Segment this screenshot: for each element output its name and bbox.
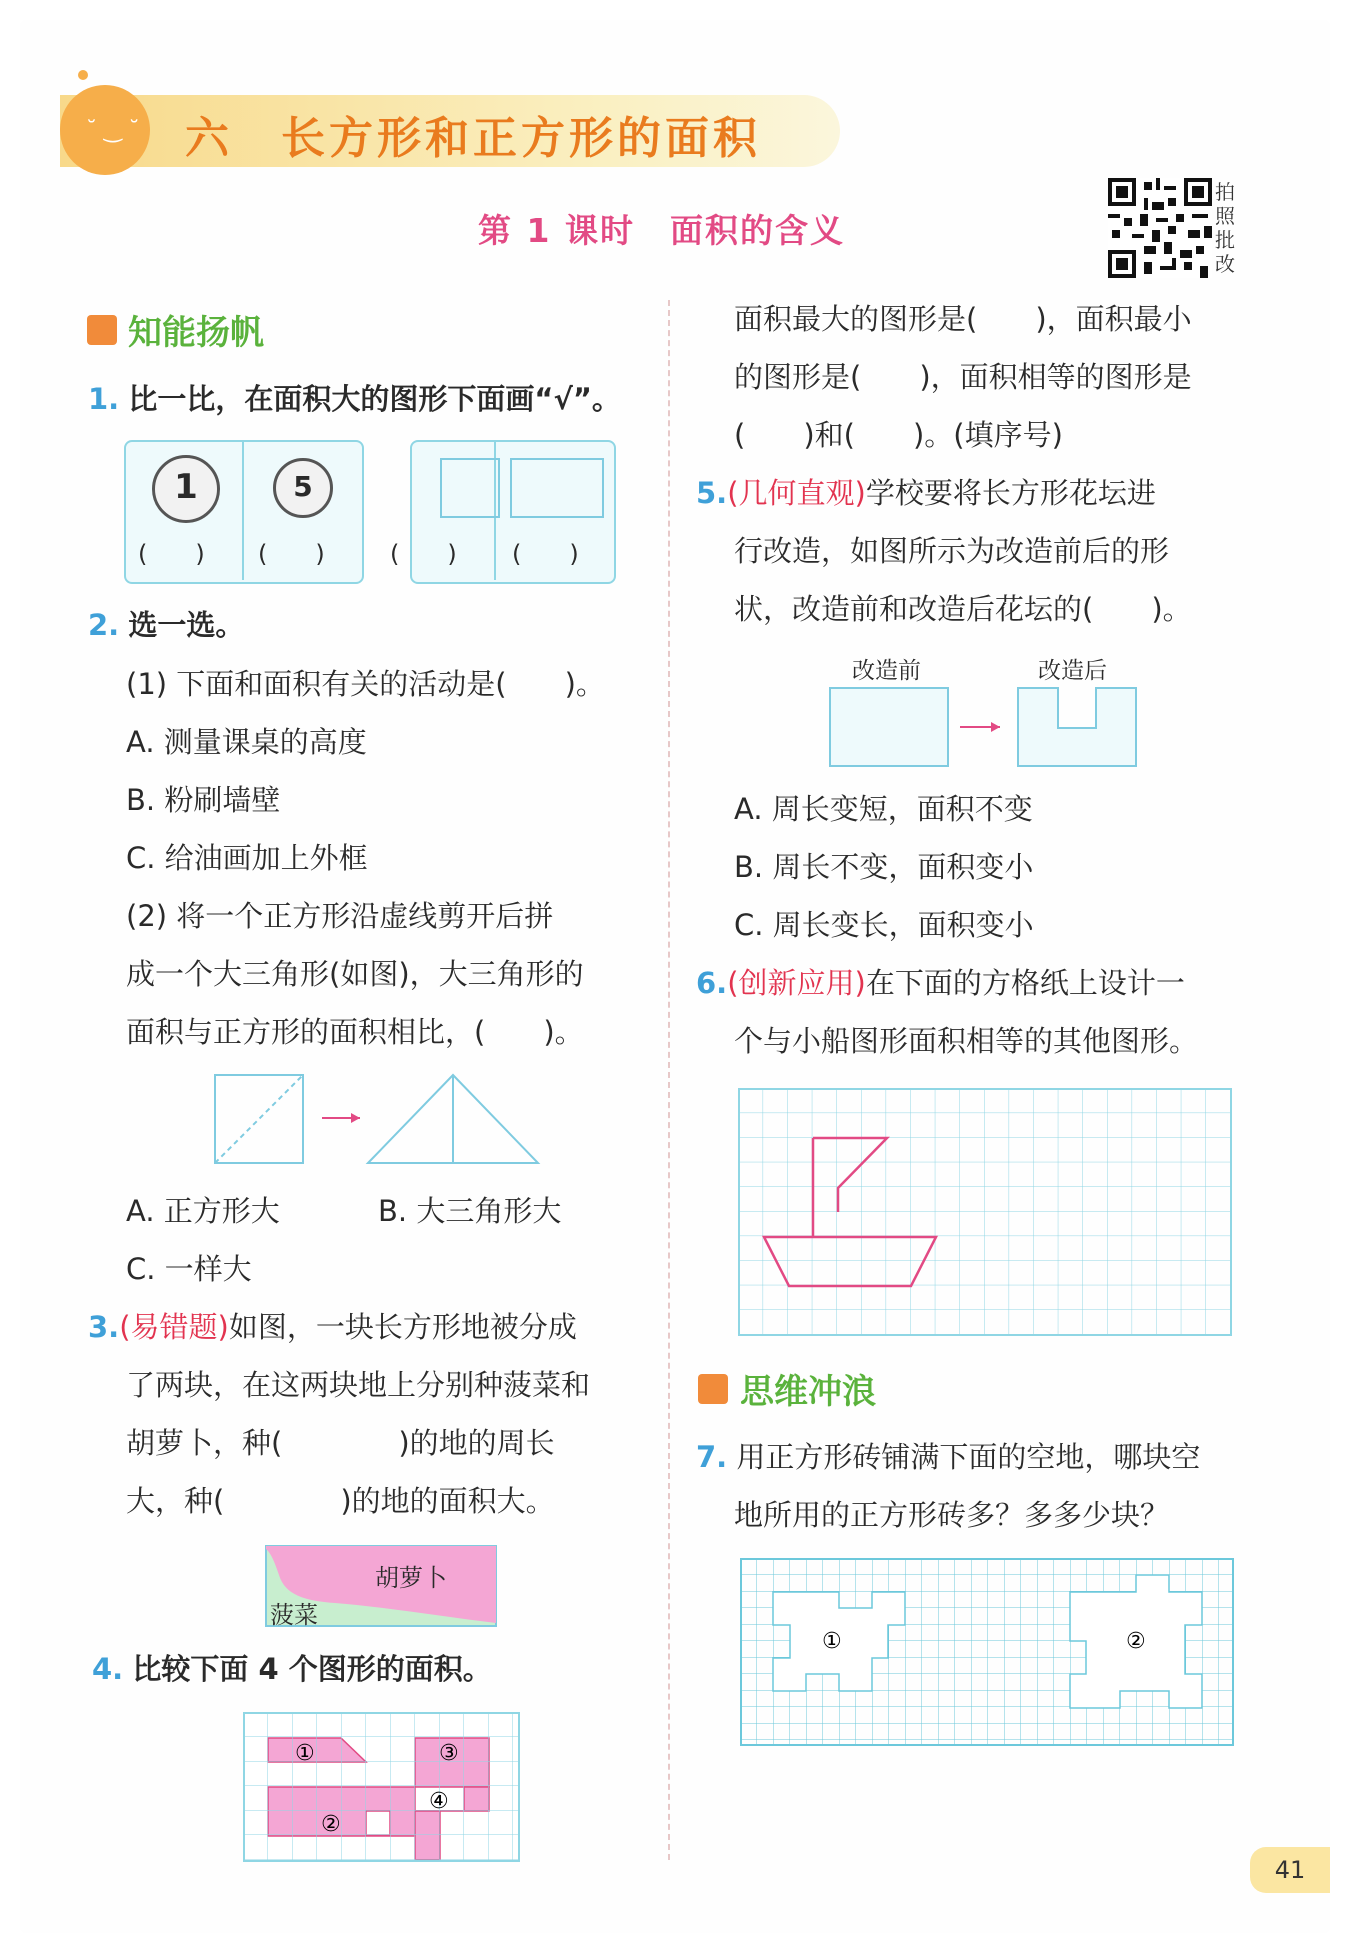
square-shape	[440, 458, 500, 518]
section-title-2: 思维冲浪	[740, 1372, 876, 1412]
page-number: 41	[1250, 1847, 1330, 1893]
q4-cont-line2: 的图形是( )，面积相等的图形是	[734, 360, 1192, 394]
region-1-label: ①	[822, 1629, 842, 1654]
q5-option-b: B. 周长不变，面积变小	[734, 850, 1034, 884]
square-to-triangle-figure	[210, 1070, 550, 1170]
q4-cont-line1: 面积最大的图形是( )，面积最小	[734, 302, 1192, 336]
sail-icon	[87, 315, 117, 345]
q1-number: 1.	[88, 382, 120, 416]
question-7	[696, 1428, 1200, 1486]
q2-part2-line1: (2) 将一个正方形沿虚线剪开后拼	[126, 899, 554, 933]
q2-part1: (1) 下面和面积有关的活动是( )。	[126, 667, 605, 701]
coin-5-icon: 5	[273, 458, 333, 518]
q2-text: 选一选。	[128, 608, 245, 642]
question-4	[92, 1640, 492, 1698]
q5-option-c: C. 周长变长，面积变小	[734, 908, 1034, 942]
q2-p2-option-c: C. 一样大	[126, 1252, 252, 1286]
q2-p2-option-b: B. 大三角形大	[378, 1194, 562, 1228]
q6-tag: (创新应用)	[727, 966, 866, 1000]
q4-number: 4.	[92, 1652, 124, 1686]
after-label: 改造后	[1038, 658, 1107, 684]
q1-blank-2[interactable]: ( )	[258, 540, 325, 568]
q5-line1: 学校要将长方形花坛进	[865, 476, 1156, 510]
q5-option-a: A. 周长变短，面积不变	[734, 792, 1033, 826]
q7-number: 7.	[696, 1440, 728, 1474]
q2-number: 2.	[88, 608, 120, 642]
sun-face-icon: ˘ ‿ ˘	[86, 118, 140, 143]
q1-text: 比一比，在面积大的图形下面画“√”。	[128, 382, 621, 416]
q4-cont-line3: ( )和( )。(填序号)	[734, 418, 1063, 452]
spinach-label: 菠菜	[270, 1601, 318, 1629]
sun-antenna	[78, 70, 88, 80]
shape-4-label: ④	[429, 1789, 449, 1814]
boat-grid-figure[interactable]	[738, 1088, 1234, 1338]
flowerbed-figure	[828, 686, 1144, 770]
column-divider	[668, 300, 670, 1860]
q4-text: 比较下面 4 个图形的面积。	[132, 1652, 492, 1686]
q4-grid-figure	[243, 1712, 521, 1864]
question-1	[88, 370, 621, 428]
rectangle-shape	[510, 458, 604, 518]
q1-blank-1[interactable]: ( )	[138, 540, 205, 568]
q6-line2: 个与小船图形面积相等的其他图形。	[734, 1024, 1199, 1058]
q5-line3: 状，改造前和改造后花坛的( )。	[734, 592, 1192, 626]
q5-line2: 行改造，如图所示为改造前后的形	[734, 534, 1170, 568]
q7-line1: 用正方形砖铺满下面的空地，哪块空	[736, 1440, 1201, 1474]
q2-p2-option-a: A. 正方形大	[126, 1194, 280, 1228]
q2-option-a: A. 测量课桌的高度	[126, 725, 367, 759]
shape-3-label: ③	[439, 1741, 459, 1766]
before-label: 改造前	[852, 658, 921, 684]
qr-label: 拍照批改	[1215, 180, 1235, 276]
shape-2-label: ②	[321, 1812, 341, 1837]
q3-tag: (易错题)	[119, 1310, 229, 1344]
question-6	[696, 954, 1185, 1012]
tile-grid-figure	[740, 1558, 1236, 1748]
qr-code-icon[interactable]	[1108, 178, 1212, 278]
q3-line4: 大，种( )的地的面积大。	[126, 1484, 555, 1518]
question-2	[88, 596, 244, 654]
q3-number: 3.	[88, 1310, 120, 1344]
q3-line2: 了两块，在这两块地上分别种菠菜和	[126, 1368, 591, 1402]
coin-1-icon: 1	[152, 455, 220, 523]
q5-tag: (几何直观)	[727, 476, 866, 510]
q6-line1: 在下面的方格纸上设计一	[865, 966, 1185, 1000]
q5-number: 5.	[696, 476, 728, 510]
q2-part2-line2: 成一个大三角形(如图)，大三角形的	[126, 957, 584, 991]
region-2-label: ②	[1126, 1629, 1146, 1654]
lesson-title: 第 1 课时 面积的含义	[478, 211, 845, 250]
section-title-1: 知能扬帆	[128, 313, 264, 353]
carrot-label: 胡萝卜	[375, 1564, 447, 1592]
q3-line1: 如图，一块长方形地被分成	[228, 1310, 577, 1344]
q2-part2-line3: 面积与正方形的面积相比，( )。	[126, 1015, 584, 1049]
unit-title: 六 长方形和正方形的面积	[185, 113, 761, 164]
coin-box-divider	[242, 442, 244, 580]
shape-1-label: ①	[295, 1741, 315, 1766]
q3-line3: 胡萝卜，种( )的地的周长	[126, 1426, 555, 1460]
wave-icon	[698, 1374, 728, 1404]
q6-number: 6.	[696, 966, 728, 1000]
q7-line2: 地所用的正方形砖多？多多少块？	[734, 1498, 1170, 1532]
q1-blank-3[interactable]: ( )	[390, 540, 457, 568]
question-3	[88, 1298, 577, 1356]
q2-option-b: B. 粉刷墙壁	[126, 783, 281, 817]
q1-blank-4[interactable]: ( )	[512, 540, 579, 568]
q2-option-c: C. 给油画加上外框	[126, 841, 368, 875]
question-5	[696, 464, 1156, 522]
